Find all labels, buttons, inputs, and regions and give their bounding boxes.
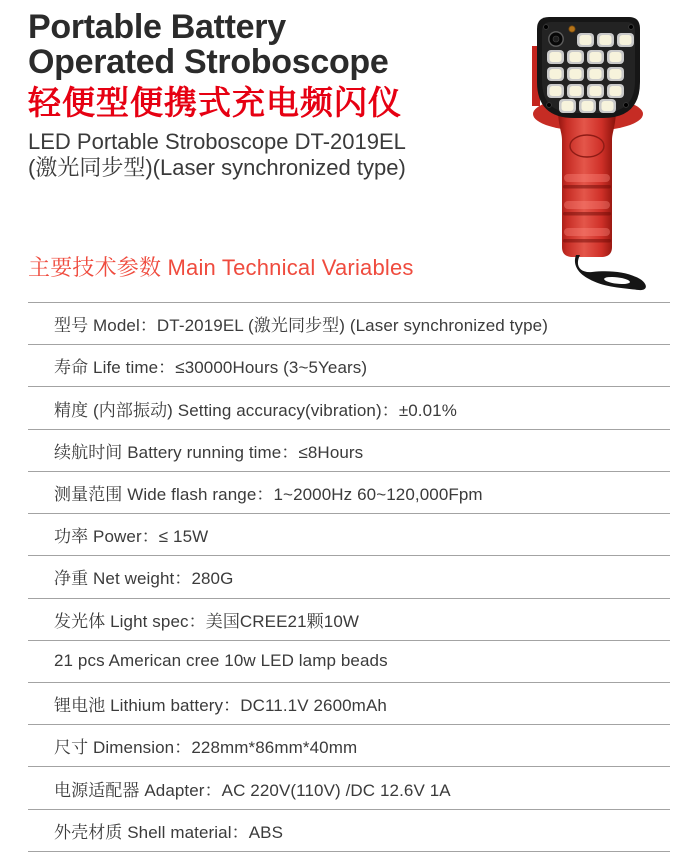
grip-rib-groove <box>563 212 611 216</box>
led-bead-face <box>570 69 582 79</box>
led-bead-face <box>570 52 582 62</box>
spec-text: 发光体 Light spec：美国CREE21颗10W <box>54 611 360 631</box>
led-bead-face <box>610 52 622 62</box>
page-title-line2: Operated Stroboscope <box>28 43 389 81</box>
spec-row <box>28 766 670 808</box>
spec-text: 精度 (内部振动) Setting accuracy(vibration)：±0.01% <box>54 400 457 420</box>
spec-text: 净重 Net weight：280G <box>54 569 234 589</box>
spec-text: 续航时间 Battery running time：≤8Hours <box>54 442 364 462</box>
led-bead-face <box>550 52 562 62</box>
spec-row <box>28 555 670 597</box>
product-photo <box>518 4 672 300</box>
grip-rib-highlight <box>564 201 610 209</box>
stroboscope-illustration <box>518 4 672 300</box>
wrist-strap <box>575 255 646 290</box>
spec-row <box>28 809 670 851</box>
header <box>28 10 406 181</box>
led-bead-face <box>600 35 612 45</box>
led-bead-face <box>582 101 594 111</box>
led-bead-face <box>590 86 602 96</box>
spec-table <box>28 302 670 852</box>
product-subtitle-line1: LED Portable Stroboscope DT-2019EL <box>28 129 406 154</box>
led-bead-face <box>570 86 582 96</box>
spec-text: 21 pcs American cree 10w LED lamp beads <box>54 651 388 671</box>
spec-text: 外壳材质 Shell material：ABS <box>54 822 284 842</box>
page-title-chinese: 轻便型便携式充电频闪仪 <box>28 84 402 121</box>
grip-rib-highlight <box>564 228 610 236</box>
spec-row <box>28 724 670 766</box>
spec-row <box>28 344 670 386</box>
spec-row <box>28 471 670 513</box>
spec-text: 寿命 Life time：≤30000Hours (3~5Years) <box>54 358 368 378</box>
page-title-line1: Portable Battery <box>28 8 286 46</box>
spec-row <box>28 513 670 555</box>
section-heading: 主要技术参数 Main Technical Variables <box>28 255 414 280</box>
grip-rib-groove <box>563 239 611 243</box>
led-bead-face <box>590 69 602 79</box>
spec-text: 尺寸 Dimension：228mm*86mm*40mm <box>54 738 358 758</box>
led-bead-face <box>602 101 614 111</box>
spec-row <box>28 386 670 428</box>
screw-icon <box>629 25 634 30</box>
led-bead-face <box>550 86 562 96</box>
screw-icon <box>624 103 629 108</box>
led-bead-face <box>562 101 574 111</box>
led-bead-face <box>550 69 562 79</box>
grip-rib-groove <box>563 185 611 189</box>
page-title <box>28 10 406 80</box>
spec-row <box>28 429 670 471</box>
spec-row <box>28 302 670 344</box>
led-bead-face <box>580 35 592 45</box>
led-bead-face <box>610 69 622 79</box>
laser-aperture-lens <box>553 36 559 42</box>
spec-row <box>28 640 670 682</box>
product-subtitle <box>28 129 406 181</box>
spec-row <box>28 598 670 640</box>
spec-text: 功率 Power：≤ 15W <box>54 527 209 547</box>
grip-rib-highlight <box>564 174 610 182</box>
led-bead-face <box>620 35 632 45</box>
led-bead-face <box>590 52 602 62</box>
spec-row <box>28 682 670 724</box>
screw-icon <box>547 103 552 108</box>
led-bead-face <box>610 86 622 96</box>
spec-text: 电源适配器 Adapter：AC 220V(110V) /DC 12.6V 1A <box>54 780 451 800</box>
product-subtitle-line2: (激光同步型)(Laser synchronized type) <box>28 155 406 180</box>
indicator-dot <box>569 26 575 32</box>
spec-text: 测量范围 Wide flash range：1~2000Hz 60~120,000Fpm <box>54 484 483 504</box>
screw-icon <box>544 25 549 30</box>
spec-text: 型号 Model：DT-2019EL (激光同步型) (Laser synchronized type) <box>54 316 548 336</box>
spec-text: 锂电池 Lithium battery：DC11.1V 2600mAh <box>54 696 387 716</box>
